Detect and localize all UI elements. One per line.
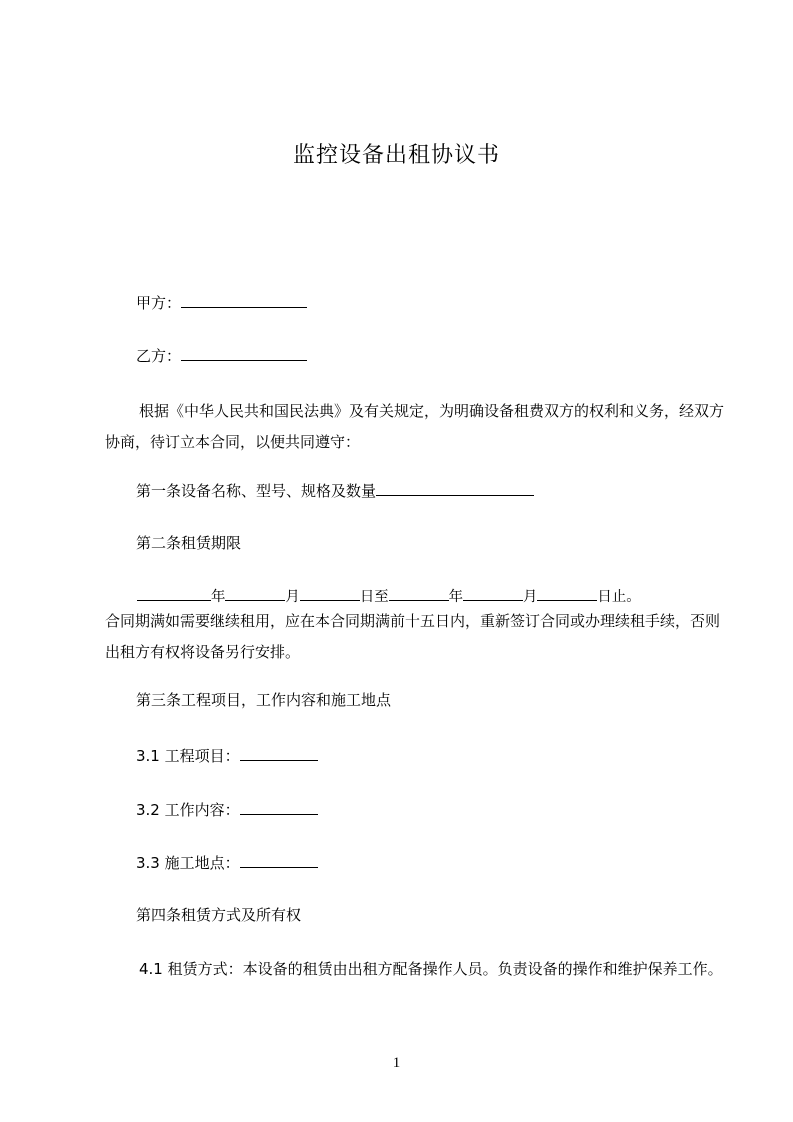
page-number: 1: [392, 1055, 401, 1071]
article-1-heading: 第一条设备名称、型号、规格及数量: [136, 482, 377, 500]
item-3-2-line: [136, 799, 318, 820]
document-title: 监控设备出租协议书: [292, 143, 500, 168]
article-3-heading: 第三条工程项目，工作内容和施工地点: [136, 691, 392, 709]
party-b-label: 乙方：: [136, 347, 182, 365]
article-1-blank[interactable]: [376, 480, 534, 496]
start-year-blank[interactable]: [137, 585, 211, 601]
end-month-label: 月: [523, 589, 538, 605]
start-day-blank[interactable]: [300, 585, 360, 601]
item-3-2-blank[interactable]: [240, 799, 318, 815]
intro-paragraph: 根据《中华人民共和国民法典》及有关规定，为明确设备租费双方的权利和义务，经双方协商，待订立本合同，以便共同遵守：: [105, 402, 725, 451]
start-year-label: 年: [211, 589, 226, 605]
item-3-2-label: 3.2 工作内容：: [136, 801, 240, 819]
item-3-3-line: [136, 852, 318, 873]
end-year-label: 年: [448, 589, 464, 605]
end-day-blank[interactable]: [537, 585, 597, 601]
lease-period-line: [137, 585, 641, 607]
party-a-line: [136, 292, 307, 313]
party-b-line: [136, 345, 307, 366]
party-a-blank[interactable]: [181, 292, 307, 308]
end-month-blank[interactable]: [463, 585, 523, 601]
start-day-label: 日至: [359, 589, 389, 605]
article-4-heading: 第四条租赁方式及所有权: [136, 906, 302, 924]
start-month-label: 月: [285, 589, 300, 605]
start-month-blank[interactable]: [225, 585, 285, 601]
item-3-3-blank[interactable]: [240, 852, 318, 868]
party-b-blank[interactable]: [181, 345, 307, 361]
party-a-label: 甲方：: [136, 294, 182, 312]
renewal-paragraph: 合同期满如需要继续租用，应在本合同期满前十五日内，重新签订合同或办理续租手续，否则出租方有权将设备另行安排。: [105, 612, 721, 661]
end-year-blank[interactable]: [389, 585, 449, 601]
item-3-3-label: 3.3 施工地点：: [136, 854, 240, 872]
item-3-1-line: [136, 745, 318, 766]
item-4-1-paragraph: 4.1 租赁方式：本设备的租赁由出租方配备操作人员。负责设备的操作和维护保养工作。: [139, 960, 723, 978]
article-2-heading: 第二条租赁期限: [136, 534, 242, 552]
item-3-1-label: 3.1 工程项目：: [136, 747, 240, 765]
item-3-1-blank[interactable]: [240, 745, 318, 761]
article-1-line: [136, 480, 534, 501]
end-day-label: 日止。: [597, 589, 641, 605]
